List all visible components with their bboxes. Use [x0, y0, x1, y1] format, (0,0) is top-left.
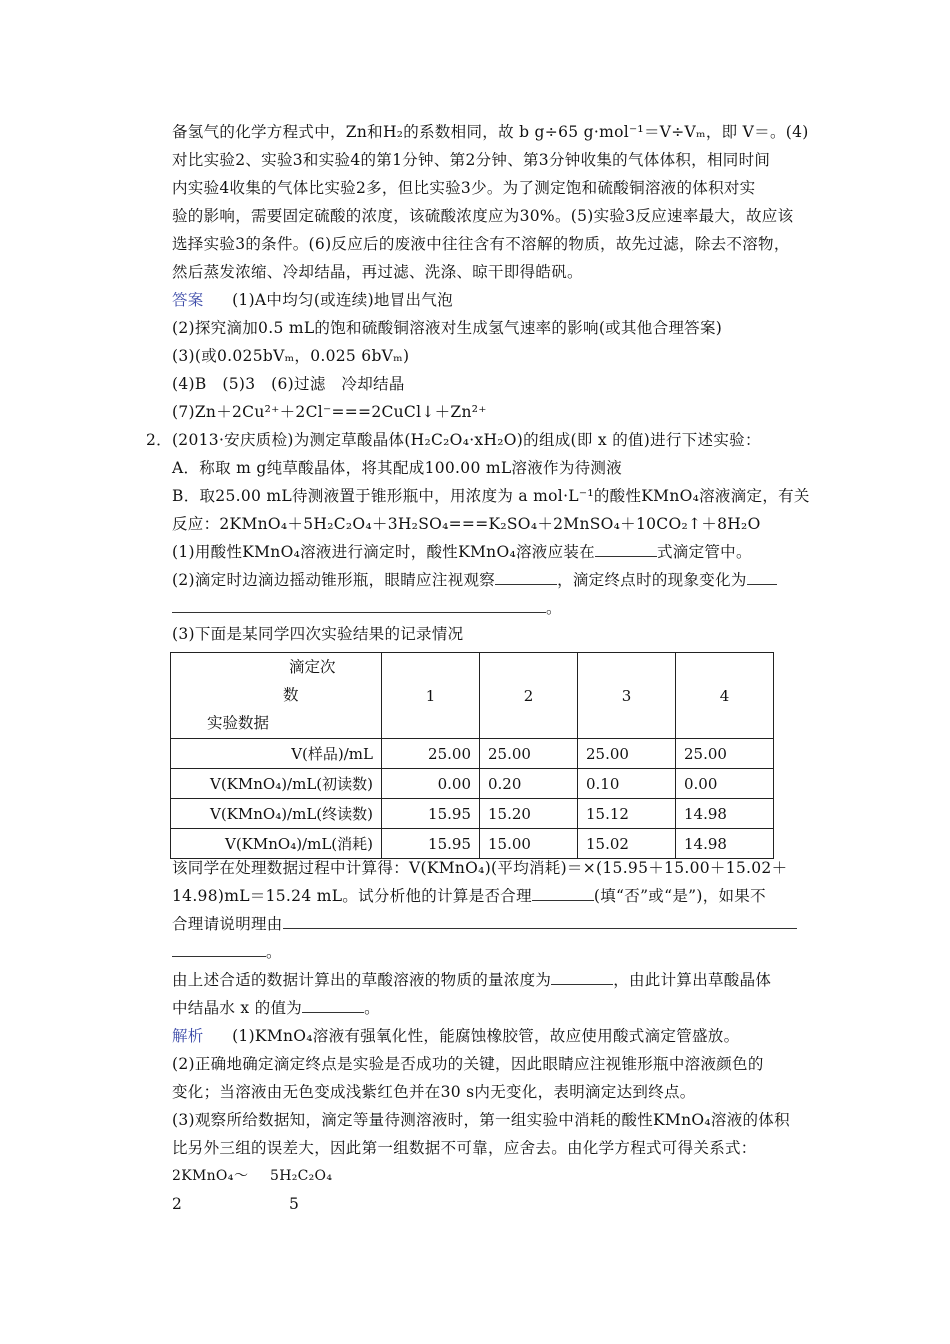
table-cell: 25.00: [382, 739, 480, 769]
after-table-text-6a: 中结晶水 x 的值为: [172, 999, 303, 1017]
table-row: [171, 739, 774, 769]
trial-header-4: 4: [676, 653, 774, 739]
question-2-step-b-2: 反应：2KMnO₄＋5H₂C₂O₄＋3H₂SO₄===K₂SO₄＋2MnSO₄＋10CO₂↑＋8H₂O: [172, 515, 761, 533]
part-1-tail: 式滴定管中。: [656, 543, 752, 561]
after-table-line-1: 该同学在处理数据过程中计算得：V(KMnO₄)(平均消耗)＝×(15.95＋15.00＋15.02＋: [172, 859, 788, 877]
table-header-row: [171, 653, 774, 739]
table-cell: 25.00: [578, 739, 676, 769]
question-2-part-1: [172, 542, 752, 562]
analysis-line-2: 对比实验2、实验3和实验4的第1分钟、第2分钟、第3分钟收集的气体体积，相同时间: [172, 151, 771, 169]
answer-blank-4[interactable]: [532, 886, 594, 901]
after-table-text-2a: 14.98)mL＝15.24 mL。试分析他的计算是否合理: [172, 887, 532, 905]
after-table-line-5: [172, 970, 771, 990]
table-cell: 15.12: [578, 799, 676, 829]
answer-blank-3b[interactable]: [172, 598, 546, 613]
part-2-end: 。: [546, 599, 562, 617]
question-2-step-a: A．称取 m g纯草酸晶体，将其配成100.00 mL溶液作为待测液: [172, 459, 623, 477]
trial-header-3: 3: [578, 653, 676, 739]
analysis-line-3: 内实验4收集的气体比实验2多，但比实验3少。为了测定饱和硫酸铜溶液的体积对实: [172, 179, 756, 197]
header-mid-text: 数: [283, 686, 299, 704]
analysis-line-6: 然后蒸发浓缩、冷却结晶，再过滤、洗涤、晾干即得皓矾。: [172, 263, 583, 281]
table-cell: 15.02: [578, 829, 676, 859]
answer-line-5: (7)Zn＋2Cu²⁺＋2Cl⁻===2CuCl↓＋Zn²⁺: [172, 403, 487, 421]
part-2-middle: ，滴定终点时的现象变化为: [557, 571, 747, 589]
question-2-part-2-cont: [172, 598, 562, 618]
table-cell: 15.95: [382, 829, 480, 859]
table-row: [171, 799, 774, 829]
answer-blank-6[interactable]: [551, 970, 613, 985]
analysis-2-first-line: [172, 1026, 739, 1046]
answer-blank-2[interactable]: [495, 570, 557, 585]
row-label: V(KMnO₄)/mL(终读数): [171, 799, 382, 829]
analysis-2-part-1: (1)KMnO₄溶液有强氧化性，能腐蚀橡胶管，故应使用酸式滴定管盛放。: [232, 1027, 740, 1045]
table-cell: 15.95: [382, 799, 480, 829]
row-label: V(样品)/mL: [171, 739, 382, 769]
answer-blank-7[interactable]: [302, 998, 364, 1013]
trial-header-2: 2: [480, 653, 578, 739]
analysis-line-4: 验的影响，需要固定硫酸的浓度，该硫酸浓度应为30%。(5)实验3反应速率最大，故应该: [172, 207, 794, 225]
question-2-intro: 2．(2013·安庆质检)为测定草酸晶体(H₂C₂O₄·xH₂O)的组成(即 x 的值)进行下述实验：: [146, 431, 761, 449]
analysis-line-1: 备氢气的化学方程式中，Zn和H₂的系数相同，故 b g÷65 g·mol⁻¹＝V÷Vₘ，即 V＝。(4): [172, 123, 809, 141]
question-2-part-2: [172, 570, 777, 590]
answer-blank-5b[interactable]: [172, 942, 266, 957]
table-cell: 0.00: [382, 769, 480, 799]
answer-blank-5a[interactable]: [283, 914, 797, 929]
after-table-line-3: [172, 914, 797, 934]
question-2-step-b-1: B．取25.00 mL待测液置于锥形瓶中，用浓度为 a mol·L⁻¹的酸性KMnO₄溶液滴定，有关: [172, 487, 810, 505]
table-row: [171, 829, 774, 859]
after-table-line-2: [172, 886, 766, 906]
table-row: [171, 769, 774, 799]
answer-label: 答案: [172, 291, 204, 309]
after-table-text-6b: 。: [364, 999, 380, 1017]
answer-line-3: (3)(或0.025bVₘ，0.025 6bVₘ): [172, 347, 410, 365]
trial-header-1: 1: [382, 653, 480, 739]
header-top-text: 滴定次: [289, 658, 336, 676]
table-cell: 25.00: [676, 739, 774, 769]
table-cell: 0.20: [480, 769, 578, 799]
answer-first-line: [172, 290, 453, 310]
answer-blank-3a[interactable]: [747, 570, 777, 585]
relation-right: 5H₂C₂O₄: [270, 1168, 333, 1184]
row-label: V(KMnO₄)/mL(初读数): [171, 769, 382, 799]
after-table-text-2b: (填“否”或“是”)，如果不: [593, 887, 766, 905]
part-2-text: (2)滴定时边滴边摇动锥形瓶，眼睛应注视观察: [172, 571, 496, 589]
after-table-text-3: 合理请说明理由: [172, 915, 283, 933]
after-table-line-6: [172, 998, 380, 1018]
answer-line-4: (4)B (5)3 (6)过滤 冷却结晶: [172, 375, 405, 393]
analysis-2-line-4: (3)观察所给数据知，滴定等量待测溶液时，第一组实验中消耗的酸性KMnO₄溶液的体积: [172, 1111, 790, 1129]
after-table-text-5b: ，由此计算出草酸晶体: [613, 971, 772, 989]
table-cell: 25.00: [480, 739, 578, 769]
coefficient-right: 5: [289, 1195, 300, 1213]
after-table-line-4: [172, 942, 282, 962]
answer-line-2: (2)探究滴加0.5 mL的饱和硫酸铜溶液对生成氢气速率的影响(或其他合理答案): [172, 319, 723, 337]
titration-table: [170, 652, 774, 859]
table-cell: 15.20: [480, 799, 578, 829]
table-cell: 0.00: [676, 769, 774, 799]
table-header-diagonal: [171, 653, 382, 739]
part-1-text: (1)用酸性KMnO₄溶液进行滴定时，酸性KMnO₄溶液应装在: [172, 543, 595, 561]
analysis-2-line-2: (2)正确地确定滴定终点是实验是否成功的关键，因此眼睛应注视锥形瓶中溶液颜色的: [172, 1055, 764, 1073]
table-cell: 0.10: [578, 769, 676, 799]
coefficient-left: 2: [172, 1195, 183, 1213]
answer-part-1: (1)A中均匀(或连续)地冒出气泡: [232, 291, 453, 309]
answer-blank-1[interactable]: [595, 542, 657, 557]
after-table-end-4: 。: [266, 943, 282, 961]
question-2-part-3: (3)下面是某同学四次实验结果的记录情况: [172, 625, 464, 643]
table-cell: 15.00: [480, 829, 578, 859]
analysis-2-line-5: 比另外三组的误差大，因此第一组数据不可靠，应舍去。由化学方程式可得关系式：: [172, 1139, 757, 1157]
relation-symbol: ～: [234, 1168, 249, 1184]
relation-left: 2KMnO₄: [172, 1168, 234, 1184]
analysis-2-line-3: 变化；当溶液由无色变成浅紫红色并在30 s内无变化，表明滴定达到终点。: [172, 1083, 696, 1101]
row-label: V(KMnO₄)/mL(消耗): [171, 829, 382, 859]
after-table-text-5a: 由上述合适的数据计算出的草酸溶液的物质的量浓度为: [172, 971, 552, 989]
analysis-label: 解析: [172, 1027, 204, 1045]
analysis-line-5: 选择实验3的条件。(6)反应后的废液中往往含有不溶解的物质，故先过滤，除去不溶物，: [172, 235, 790, 253]
table-cell: 14.98: [676, 829, 774, 859]
header-bottom-text: 实验数据: [207, 714, 270, 732]
table-cell: 14.98: [676, 799, 774, 829]
